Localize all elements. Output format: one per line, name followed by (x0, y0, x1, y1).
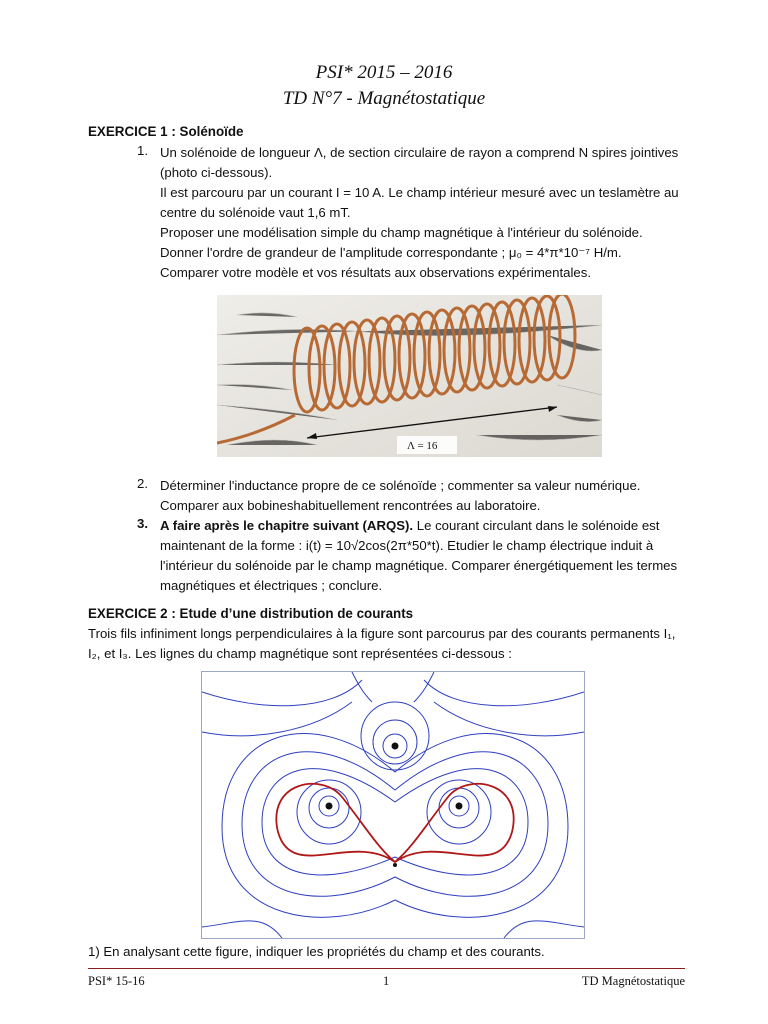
q3-bold-lead: A faire après le chapitre suivant (ARQS). (160, 518, 414, 533)
solenoid-length-label: Λ = 16 (407, 440, 438, 452)
q2-text (160, 476, 720, 516)
q1-line: (photo ci-dessous). (160, 165, 273, 180)
q1-line: Donner l'ordre de grandeur de l'amplitude correspondante ; μ₀ = 4*π*10⁻⁷ H/m. (160, 245, 622, 260)
footer-left: PSI* 15-16 (88, 974, 145, 988)
q1-line: Comparer votre modèle et vos résultats aux observations expérimentales. (160, 265, 591, 280)
q2-number: 2. (137, 476, 148, 491)
exercise-2-intro (88, 624, 698, 664)
footer-page-number: 1 (383, 974, 390, 988)
q3-line (160, 516, 720, 536)
q1-line: Il est parcouru par un courant I = 10 A. Le champ intérieur mesuré avec un teslamètre au (160, 185, 679, 200)
q1-line: Proposer une modélisation simple du champ magnétique à l'intérieur du solénoide. (160, 225, 643, 240)
exercise-1-heading: EXERCICE 1 : Solénoïde (88, 124, 244, 139)
field-lines-figure (201, 671, 585, 939)
q2-line: Comparer aux bobineshabituellement rencontrées au laboratoire. (160, 498, 541, 513)
solenoid-illustration (217, 295, 602, 457)
q1-line: Un solénoide de longueur Λ, de section circulaire de rayon a comprend N spires jointives (160, 145, 679, 160)
q1-line: centre du solénoide vaut 1,6 mT. (160, 205, 351, 220)
solenoid-photo (217, 295, 602, 457)
intro-line: Trois fils infiniment longs perpendiculaires à la figure sont parcourus par des courants permanents I₁, (88, 626, 676, 641)
intro-line: I₂, et I₃. Les lignes du champ magnétique sont représentées ci-dessous : (88, 646, 512, 661)
q3-line: l'intérieur du solénoide par le champ magnétique. Comparer énergétiquement les termes (160, 558, 678, 573)
exercise-2-question-1: 1) En analysant cette figure, indiquer les propriétés du champ et des courants. (88, 944, 545, 959)
q3-text (160, 516, 720, 596)
title-line-1: PSI* 2015 – 2016 (315, 62, 453, 83)
field-lines-diagram (202, 672, 584, 938)
q3-line: magnétiques et électriques ; conclure. (160, 578, 383, 593)
q3-line: maintenant de la forme : i(t) = 10√2cos(2π*50*t). Etudier le champ électrique induit à (160, 538, 654, 553)
q3-number: 3. (137, 516, 148, 531)
q3-line-rest: Le courant circulant dans le solénoide est (413, 518, 660, 533)
exercise-2-heading: EXERCICE 2 : Etude d’une distribution de courants (88, 606, 414, 621)
q1-number: 1. (137, 143, 148, 158)
title-line-2: TD N°7 - Magnétostatique (282, 88, 486, 109)
footer-right: TD Magnétostatique (581, 974, 685, 988)
q1-text (160, 143, 720, 283)
footer-rule (88, 968, 685, 969)
q2-line: Déterminer l'inductance propre de ce solénoïde ; commenter sa valeur numérique. (160, 478, 641, 493)
